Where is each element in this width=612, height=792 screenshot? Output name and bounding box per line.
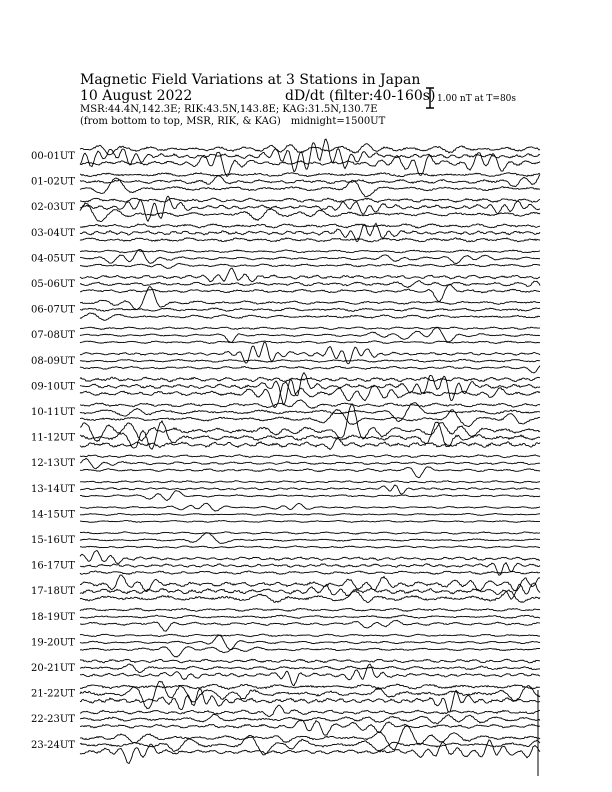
trace-kag [80, 705, 540, 716]
trace-rik [80, 615, 540, 618]
hour-label: 02-03UT [31, 202, 75, 214]
trace-rik [80, 681, 540, 708]
date-label: 10 August 2022 [80, 88, 193, 104]
trace-rik [80, 583, 540, 599]
trace-kag [80, 532, 540, 534]
hour-label: 01-02UT [31, 176, 75, 188]
trace-rik [80, 714, 540, 724]
midnight-note: midnight=1500UT [290, 116, 386, 127]
trace-kag [80, 198, 540, 202]
hour-label: 21-22UT [31, 688, 75, 700]
trace-kag [80, 608, 540, 611]
trace-kag [80, 224, 540, 228]
trace-msr [80, 546, 540, 548]
trace-kag [80, 144, 540, 155]
filter-label: dD/dt (filter:40-160s) [285, 88, 436, 104]
trace-msr [80, 720, 540, 735]
scale-label: 1.00 nT at T=80s [437, 94, 517, 104]
trace-kag [80, 659, 540, 663]
trace-msr [80, 238, 540, 242]
hour-labels [31, 151, 75, 751]
trace-kag [80, 503, 540, 511]
scale-bar [426, 88, 434, 108]
trace-msr [80, 438, 540, 450]
trace-kag [80, 250, 540, 253]
trace-rik [80, 359, 540, 362]
hour-label: 10-11UT [31, 407, 75, 418]
hour-label: 04-05UT [31, 253, 75, 265]
trace-msr [80, 491, 540, 501]
trace-msr [80, 178, 540, 197]
hour-label: 20-21UT [31, 663, 75, 674]
hour-label: 07-08UT [31, 330, 75, 342]
trace-rik [80, 485, 540, 494]
trace-rik [80, 664, 540, 672]
hour-label: 11-12UT [31, 432, 75, 444]
trace-msr [80, 467, 540, 478]
trace-msr [80, 366, 540, 373]
trace-msr [80, 341, 540, 344]
hour-label: 03-04UT [31, 227, 75, 239]
trace-kag [80, 327, 540, 330]
trace-kag [80, 400, 540, 408]
chart-title: Magnetic Field Variations at 3 Stations in Japan [80, 72, 421, 88]
hour-label: 23-24UT [31, 739, 75, 751]
trace-kag [80, 455, 540, 458]
hour-label: 08-09UT [31, 355, 75, 367]
trace-msr [80, 571, 540, 574]
trace-msr [80, 590, 540, 603]
trace-rik [80, 327, 540, 342]
hour-label: 16-17UT [31, 560, 75, 572]
hour-label: 15-16UT [31, 535, 75, 546]
trace-kag [80, 575, 540, 592]
trace-msr [80, 313, 540, 320]
hour-label: 14-15UT [31, 509, 75, 521]
trace-msr [80, 520, 540, 522]
hour-label: 22-23UT [31, 714, 75, 726]
trace-msr [80, 647, 540, 658]
hour-label: 06-07UT [31, 304, 75, 316]
hour-label: 05-06UT [31, 279, 75, 290]
trace-kag [80, 684, 540, 689]
order-note: (from bottom to top, MSR, RIK, & KAG) [80, 116, 281, 127]
trace-kag [80, 634, 540, 637]
trace-msr [80, 620, 540, 631]
stations-label: MSR:44.4N,142.3E; RIK:43.5N,143.8E; KAG:31.5N,130.7E [80, 104, 378, 115]
trace-rik [80, 139, 540, 172]
trace-rik [80, 513, 540, 515]
trace-rik [80, 458, 540, 468]
trace-kag [80, 551, 540, 564]
trace-rik [80, 373, 540, 405]
hour-label: 09-10UT [31, 381, 75, 393]
trace-msr [80, 263, 540, 268]
trace-kag [80, 481, 540, 483]
hour-label: 18-19UT [31, 611, 75, 623]
trace-kag [80, 173, 540, 177]
trace-rik [80, 533, 540, 544]
hour-label: 13-14UT [31, 483, 75, 495]
hour-label: 12-13UT [31, 458, 75, 470]
trace-kag [80, 268, 540, 282]
trace-rik [80, 308, 540, 312]
hour-label: 00-01UT [31, 151, 75, 162]
traces [80, 139, 540, 776]
trace-rik [80, 635, 540, 650]
hour-label: 17-18UT [31, 586, 75, 598]
trace-kag [80, 377, 540, 382]
hour-label: 19-20UT [31, 637, 75, 649]
trace-rik [80, 403, 540, 422]
